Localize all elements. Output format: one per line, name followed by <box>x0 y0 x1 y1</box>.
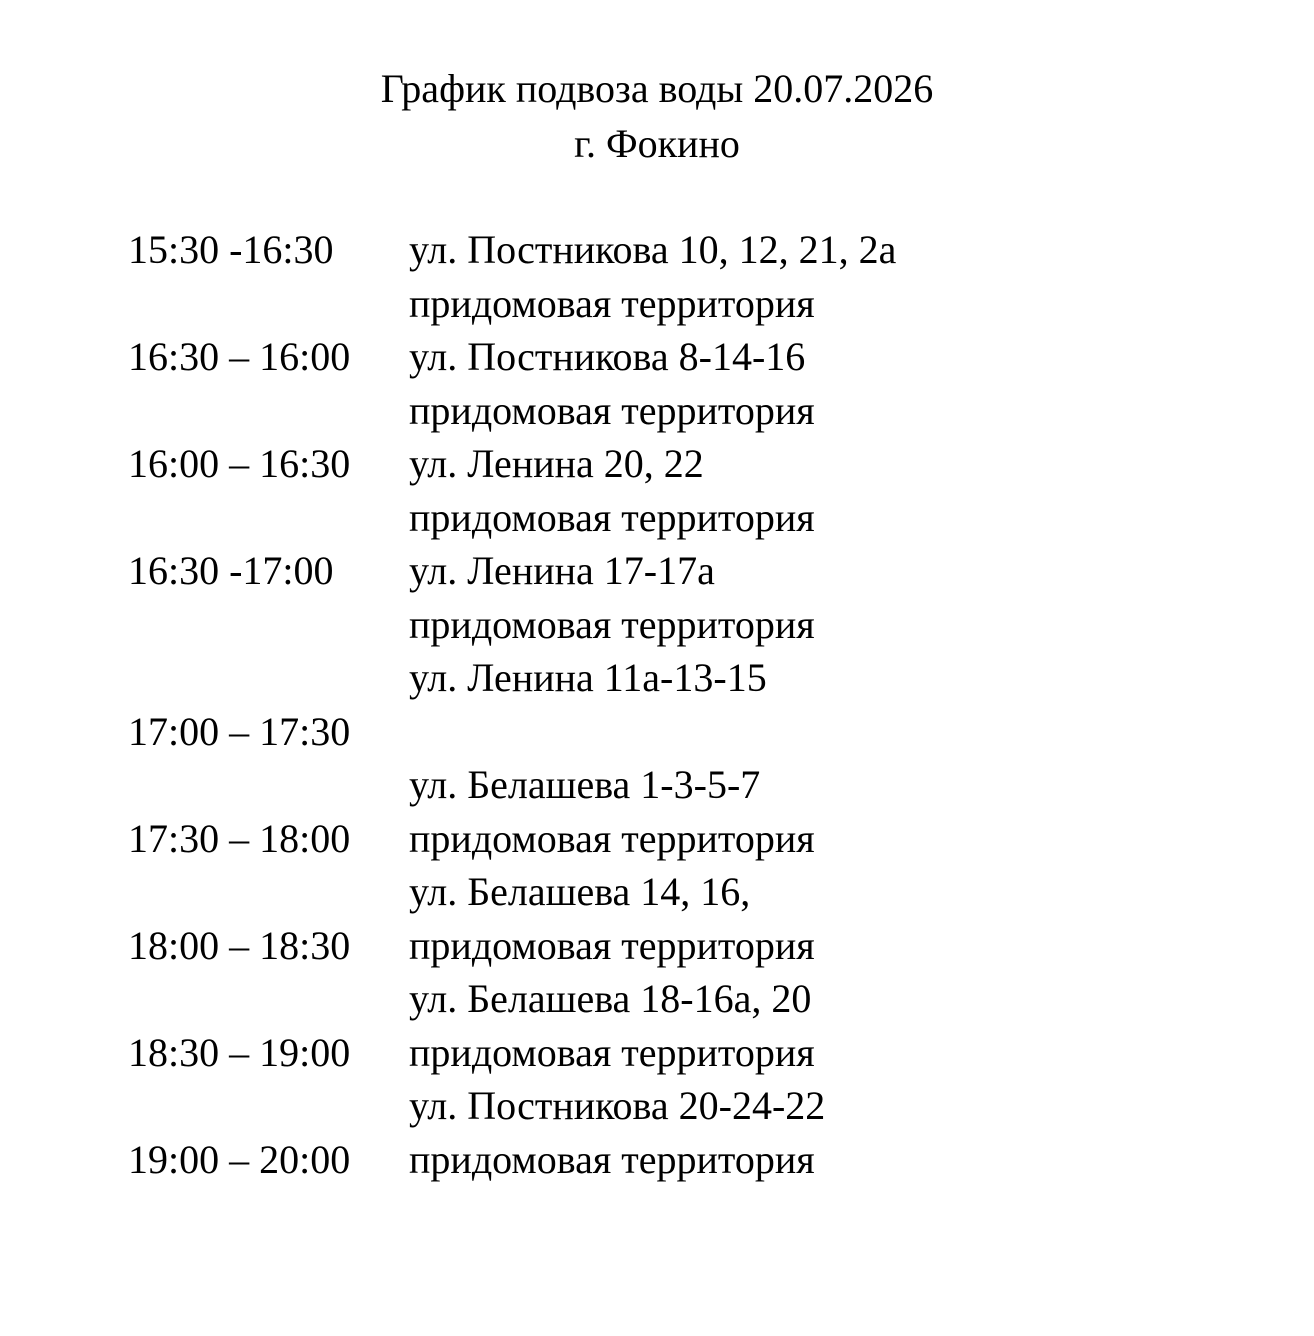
schedule-row <box>0 598 1314 652</box>
schedule-row <box>0 705 1314 759</box>
schedule-row <box>0 384 1314 438</box>
schedule-place: ул. Постникова 10, 12, 21, 2а <box>409 227 897 272</box>
schedule-row <box>0 1026 1314 1080</box>
schedule-row <box>0 330 1314 384</box>
schedule-time: 16:00 – 16:30 <box>128 441 351 486</box>
schedule-row <box>0 437 1314 491</box>
schedule-time: 18:00 – 18:30 <box>128 922 351 968</box>
schedule-place: ул. Постникова 8-14-16 <box>409 334 806 379</box>
schedule-place: придомовая территория <box>409 1136 815 1182</box>
schedule-row <box>0 758 1314 812</box>
schedule-place: ул. Постникова 20-24-22 <box>409 1083 826 1128</box>
document-subtitle: г. Фокино <box>574 121 740 166</box>
document-title: График подвоза воды 20.07.2026 <box>380 66 934 111</box>
schedule-place: придомовая территория <box>409 494 815 540</box>
schedule-time: 19:00 – 20:00 <box>128 1136 351 1182</box>
schedule-time: 16:30 – 16:00 <box>128 334 351 379</box>
schedule-place: ул. Белашева 18-16а, 20 <box>409 976 812 1021</box>
schedule-row <box>0 277 1314 331</box>
schedule-time: 17:30 – 18:00 <box>128 815 351 861</box>
schedule-row <box>0 223 1314 277</box>
schedule-place: ул. Ленина 11а-13-15 <box>409 655 767 700</box>
schedule-row <box>0 491 1314 545</box>
schedule-place: ул. Ленина 17-17а <box>409 548 715 593</box>
schedule-row <box>0 544 1314 598</box>
schedule-row <box>0 919 1314 973</box>
schedule-place: ул. Ленина 20, 22 <box>409 441 704 486</box>
schedule-place: придомовая территория <box>409 280 815 326</box>
schedule-place: придомовая территория <box>409 1029 815 1075</box>
schedule-time: 16:30 -17:00 <box>128 548 334 593</box>
schedule-time: 15:30 -16:30 <box>128 227 334 272</box>
schedule-place: ул. Белашева 14, 16, <box>409 869 751 914</box>
schedule-place: ул. Белашева 1-3-5-7 <box>409 762 761 807</box>
schedule-place: придомовая территория <box>409 922 815 968</box>
schedule-place: придомовая территория <box>409 815 815 861</box>
schedule-place: придомовая территория <box>409 601 815 647</box>
schedule-time: 18:30 – 19:00 <box>128 1029 351 1075</box>
schedule-row <box>0 1079 1314 1133</box>
schedule-time: 17:00 – 17:30 <box>128 708 351 754</box>
schedule-row <box>0 865 1314 919</box>
schedule-list <box>0 223 1314 1186</box>
schedule-row <box>0 812 1314 866</box>
schedule-row <box>0 651 1314 705</box>
schedule-place: придомовая территория <box>409 387 815 433</box>
schedule-row <box>0 972 1314 1026</box>
schedule-row <box>0 1133 1314 1187</box>
